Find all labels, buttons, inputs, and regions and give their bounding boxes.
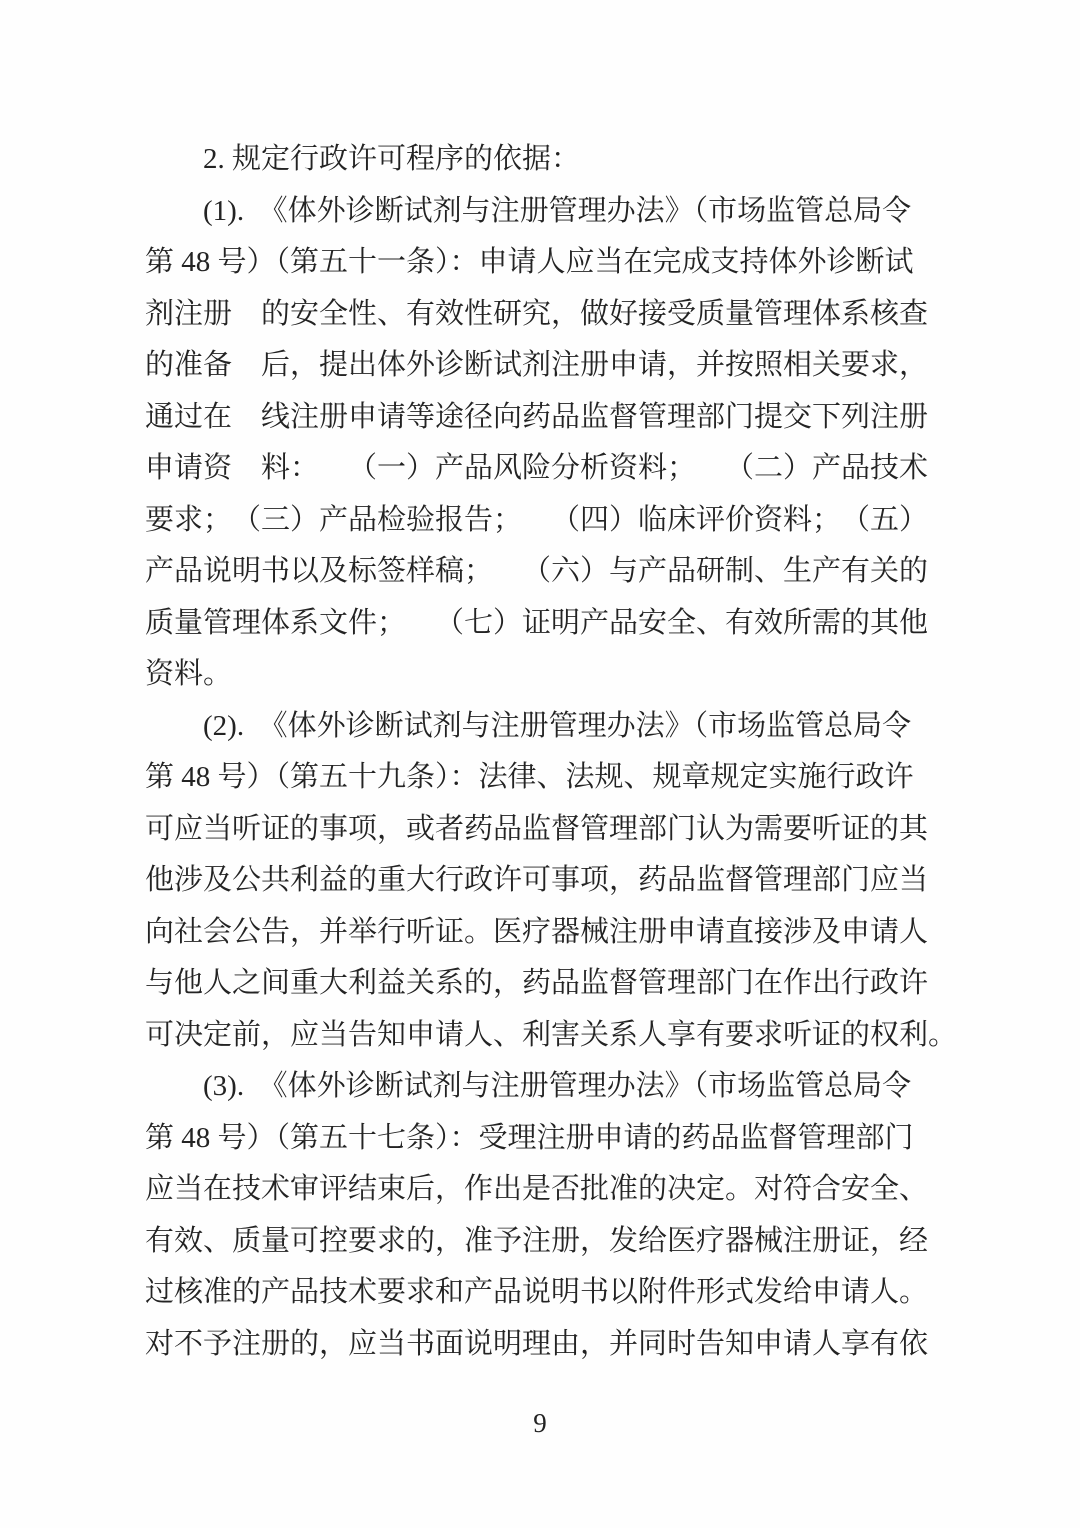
text-line: 要求； （三）产品检验报告； （四）临床评价资料； （五） (145, 503, 929, 536)
text-line: 第 48 号）（第五十七条）：受理注册申请的药品监督管理部门 (145, 1121, 914, 1154)
text-line: 产品说明书以及标签样稿； （六）与产品研制、生产有关的 (145, 555, 929, 587)
heading-line: 2. 规定行政许可程序的依据： (203, 143, 581, 175)
text-line: 与他人之间重大利益关系的，药品监督管理部门在作出行政许 (145, 967, 929, 999)
text-line: 过核准的产品技术要求和产品说明书以附件形式发给申请人。 (145, 1276, 929, 1308)
text-line: 质量管理体系文件； （七）证明产品安全、有效所需的其他 (145, 606, 929, 639)
text-line: 可决定前，应当告知申请人、利害关系人享有要求听证的权利。 (145, 1018, 958, 1051)
text-line: 应当在技术审评结束后，作出是否批准的决定。对符合安全、 (145, 1173, 929, 1205)
text-line: 申请资 料： （一）产品风险分析资料； （二）产品技术 (145, 452, 929, 484)
text-line: (3). 《体外诊断试剂与注册管理办法》（市场监管总局令 (203, 1070, 912, 1102)
text-line: 他涉及公共利益的重大行政许可事项，药品监督管理部门应当 (145, 864, 929, 896)
page-number: 9 (533, 1408, 547, 1438)
text-block (145, 134, 960, 1370)
text-line: 可应当听证的事项，或者药品监督管理部门认为需要听证的其 (145, 812, 929, 845)
text-line: (1). 《体外诊断试剂与注册管理办法》（市场监管总局令 (203, 194, 912, 227)
text-line: 向社会公告，并举行听证。医疗器械注册申请直接涉及申请人 (145, 915, 929, 948)
text-line: 通过在 线注册申请等途径向药品监督管理部门提交下列注册 (145, 400, 929, 433)
text-line: 第 48 号）（第五十九条）：法律、法规、规章规定实施行政许 (145, 761, 914, 793)
text-line: 对不予注册的，应当书面说明理由，并同时告知申请人享有依 (145, 1327, 929, 1360)
text-line: 剂注册 的安全性、有效性研究，做好接受质量管理体系核查 (145, 297, 929, 330)
text-line: (2). 《体外诊断试剂与注册管理办法》（市场监管总局令 (203, 709, 912, 742)
text-line: 的准备 后，提出体外诊断试剂注册申请，并按照相关要求， (145, 349, 929, 381)
text-line: 第 48 号）（第五十一条）：申请人应当在完成支持体外诊断试 (145, 246, 914, 278)
text-line: 资料。 (145, 658, 233, 690)
text-line: 有效、质量可控要求的，准予注册，发给医疗器械注册证，经 (145, 1224, 929, 1257)
